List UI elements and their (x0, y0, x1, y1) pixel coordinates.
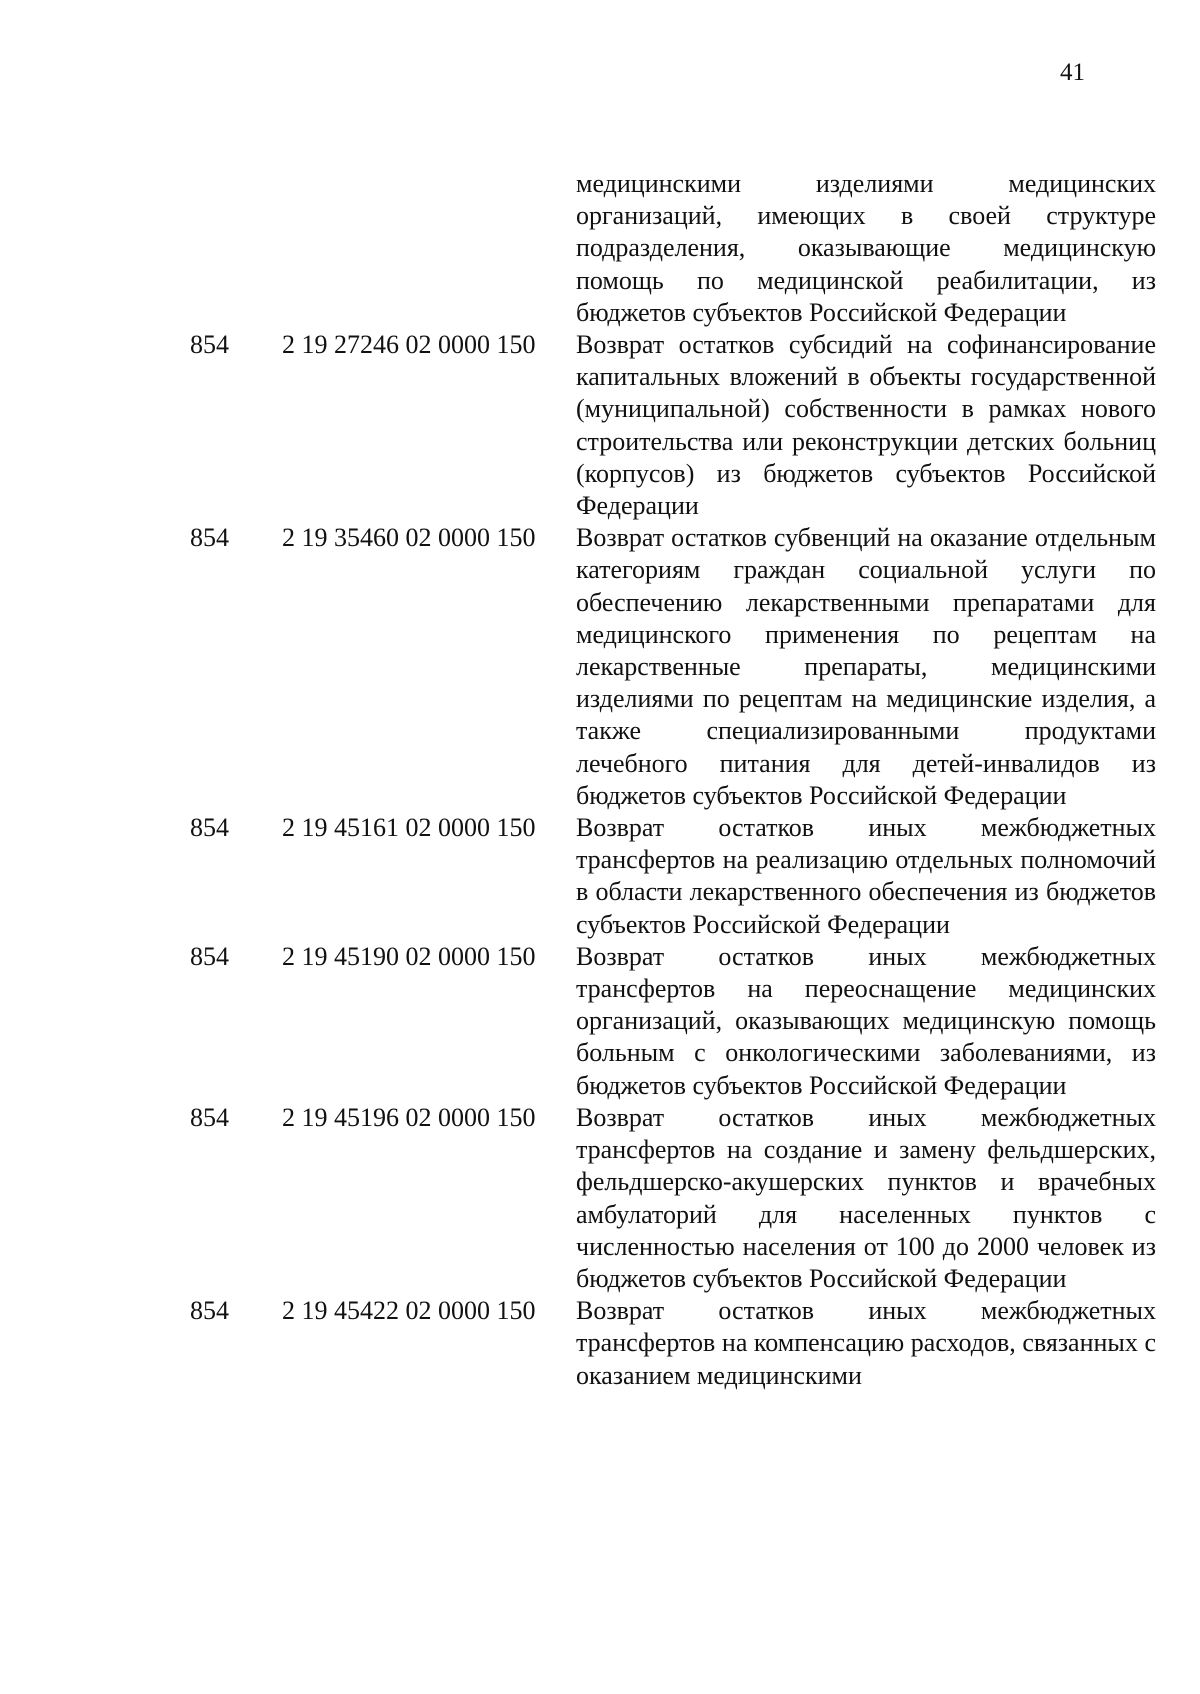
budget-classification-code: 2 19 45422 02 0000 150 (282, 1296, 536, 1326)
table-row (0, 522, 1200, 812)
administrator-code: 854 (190, 1296, 229, 1326)
budget-classification-code: 2 19 35460 02 0000 150 (282, 523, 536, 553)
budget-classification-code: 2 19 45190 02 0000 150 (282, 941, 536, 971)
table-row (0, 1102, 1200, 1295)
row-description: Возврат остатков иных межбюджетных трансфертов на компенсацию расходов, связанных с оказанием медицинскими (576, 1296, 1156, 1390)
revenue-codes-table (0, 168, 1200, 1392)
table-row (0, 812, 1200, 941)
row-description: Возврат остатков иных межбюджетных трансфертов на переоснащение медицинских организаций, оказывающих медицинскую помощь больным с онкологическими заболеваниями, из бюджетов субъектов Российской Федерации (576, 941, 1156, 1100)
administrator-code: 854 (190, 523, 229, 553)
row-description: Возврат остатков субвенций на оказание отдельным категориям граждан социальной услуги по обеспечению лекарственными препаратами для медицинского применения по рецептам на лекарственные препараты, медицинскими изделиями по рецептам на медицинские изделия, а также специализированными продуктами лечебного питания для детей-инвалидов из бюджетов субъектов Российской Федерации (576, 523, 1156, 810)
table-row (0, 1295, 1200, 1392)
administrator-code: 854 (190, 1102, 229, 1132)
administrator-code: 854 (190, 813, 229, 843)
table-row-continuation (0, 168, 1200, 329)
table-row (0, 941, 1200, 1102)
budget-classification-code: 2 19 27246 02 0000 150 (282, 330, 536, 360)
budget-classification-code: 2 19 45196 02 0000 150 (282, 1102, 536, 1132)
page-number: 41 (1060, 59, 1085, 86)
row-description: Возврат остатков иных межбюджетных трансфертов на создание и замену фельдшерских, фельдшерско-акушерских пунктов и врачебных амбулаторий для населенных пунктов с численностью населения от 100 до 2000 человек из бюджетов субъектов Российской Федерации (576, 1102, 1156, 1293)
row-description: Возврат остатков субсидий на софинансирование капитальных вложений в объекты государственной (муниципальной) собственности в рамках нового строительства или реконструкции детских больниц (корпусов) из бюджетов субъектов Российской Федерации (576, 330, 1156, 521)
row-description: Возврат остатков иных межбюджетных трансфертов на реализацию отдельных полномочий в области лекарственного обеспечения из бюджетов субъектов Российской Федерации (576, 813, 1156, 939)
table-row (0, 329, 1200, 522)
budget-classification-code: 2 19 45161 02 0000 150 (282, 813, 536, 843)
administrator-code: 854 (190, 330, 229, 360)
row-description: медицинскими изделиями медицинских организаций, имеющих в своей структуре подразделения, оказывающие медицинскую помощь по медицинской реабилитации, из бюджетов субъектов Российской Федерации (576, 169, 1156, 327)
administrator-code: 854 (190, 941, 229, 971)
